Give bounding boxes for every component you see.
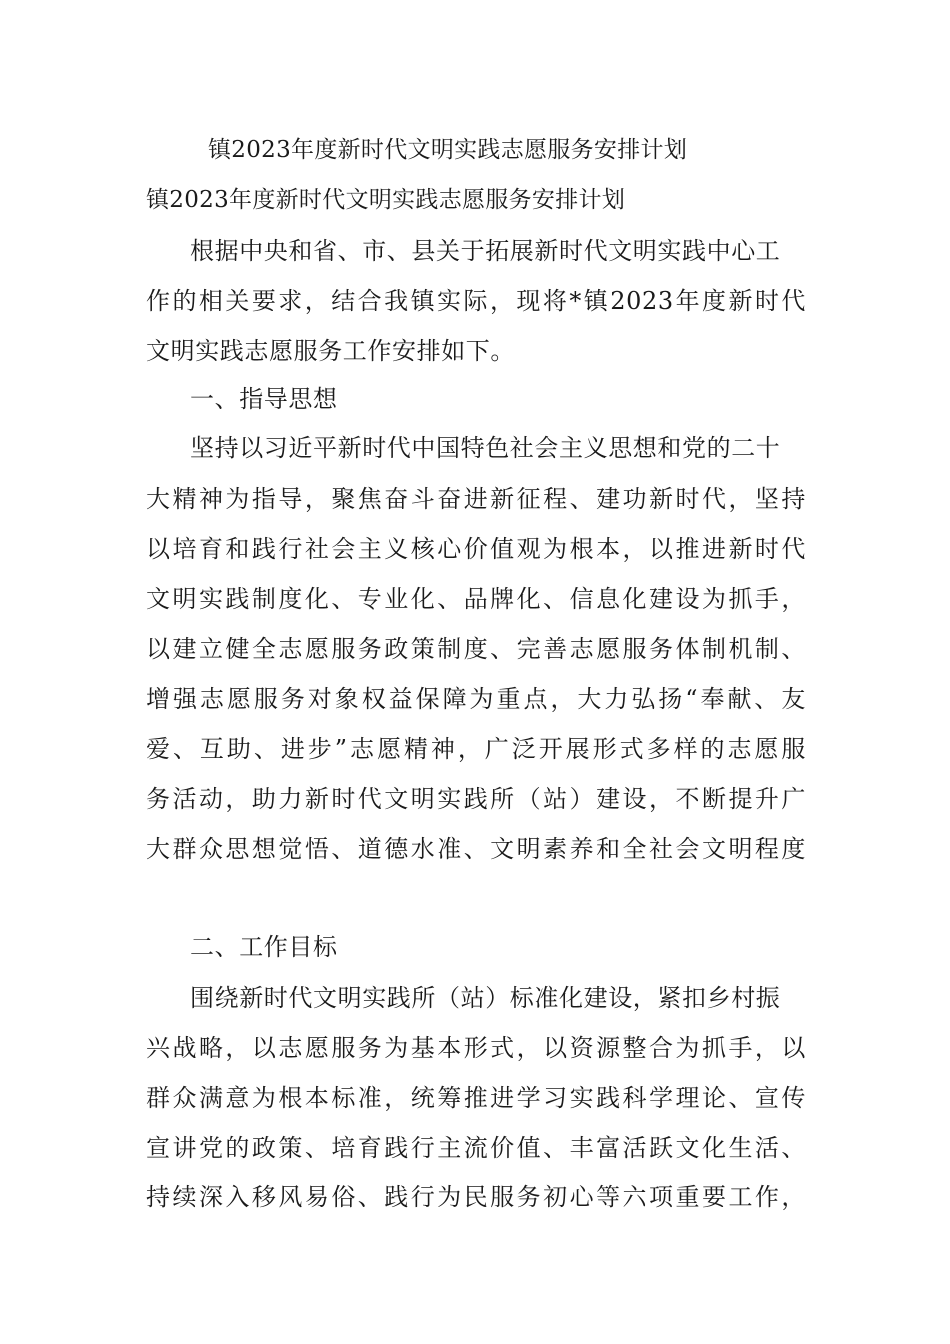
section2-line: 持续深入移风易俗、践行为民服务初心等六项重要工作， [146,1183,806,1211]
section1-line: 大精神为指导，聚焦奋斗奋进新征程、建功新时代，坚持 [146,485,806,513]
section2-line: 宣讲党的政策、培育践行主流价值、丰富活跃文化生活、 [146,1134,806,1162]
section1-line: 文明实践制度化、专业化、品牌化、信息化建设为抓手， [146,585,806,613]
intro-line: 根据中央和省、市、县关于拓展新时代文明实践中心工 [190,237,781,265]
section1-line: 大群众思想觉悟、道德水准、文明素养和全社会文明程度 [146,835,806,863]
section1-line: 以培育和践行社会主义核心价值观为根本，以推进新时代 [146,535,806,563]
section1-line: 爱、互助、进步”志愿精神，广泛开展形式多样的志愿服 [146,735,806,763]
section-heading-guiding-ideology: 一、指导思想 [190,385,338,413]
section1-line: 坚持以习近平新时代中国特色社会主义思想和党的二十 [190,434,781,462]
section1-line: 增强志愿服务对象权益保障为重点，大力弘扬“奉献、友 [146,685,806,713]
section2-line: 群众满意为根本标准，统筹推进学习实践科学理论、宣传 [146,1084,806,1112]
section2-line: 兴战略，以志愿服务为基本形式，以资源整合为抓手，以 [146,1034,806,1062]
section-heading-work-goals: 二、工作目标 [190,933,338,961]
document-title: 镇2023年度新时代文明实践志愿服务安排计划 [208,137,688,163]
document-title-repeat: 镇2023年度新时代文明实践志愿服务安排计划 [146,187,626,213]
intro-line: 文明实践志愿服务工作安排如下。 [146,337,515,365]
section1-line: 务活动，助力新时代文明实践所（站）建设，不断提升广 [146,785,806,813]
intro-line: 作的相关要求，结合我镇实际，现将*镇2023年度新时代 [146,287,806,315]
section2-line: 围绕新时代文明实践所（站）标准化建设，紧扣乡村振 [190,984,781,1012]
section1-line: 以建立健全志愿服务政策制度、完善志愿服务体制机制、 [146,635,806,663]
